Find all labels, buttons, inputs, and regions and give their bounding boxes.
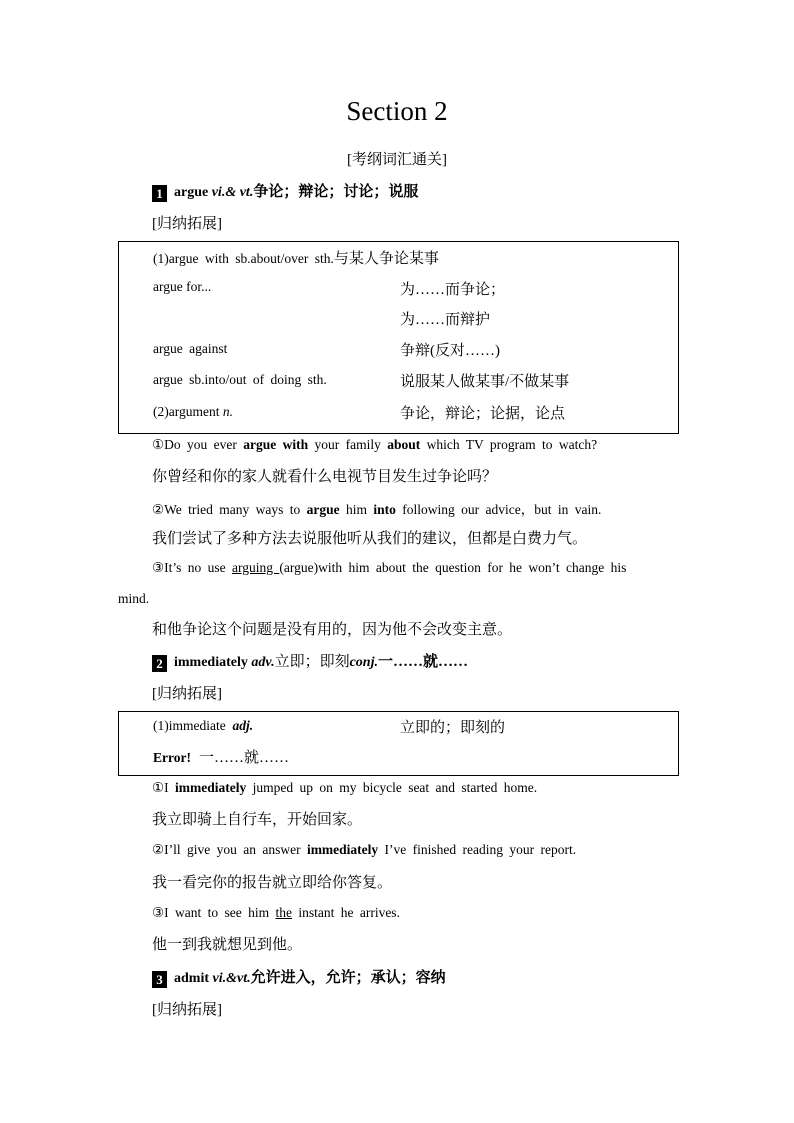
phrase: (1)immediate adj. (153, 718, 254, 733)
entry-word: argue (174, 185, 209, 200)
entry-pos: adv. (251, 655, 275, 670)
page-title: Section 2 (346, 96, 448, 126)
entry-admit-heading (152, 966, 446, 988)
example-sentence-wrap: mind. (118, 591, 150, 606)
entry-meaning: 允许进入，允许；承认；容纳 (250, 970, 446, 986)
example-sentence: ①I immediately jumped up on my bicycle seat and started home. (152, 780, 538, 795)
example-translation: 我们尝试了多种方法去说服他听从我们的建议，但都是白费力气。 (152, 531, 588, 547)
example-sentence: ①Do you ever argue with your family about which TV program to watch? (152, 437, 598, 452)
phrase-row: (1)argue with sb.about/over sth.与某人争论某事 (153, 251, 439, 267)
phrase-meaning: 争论，辩论；论据，论点 (400, 406, 566, 422)
phrase-meaning: 说服某人做某事/不做某事 (400, 374, 570, 390)
example-translation: 我一看完你的报告就立即给你答复。 (152, 875, 393, 891)
entry-pos: vi.& vt. (211, 185, 254, 200)
phrase-meaning: 为……而辩护 (400, 312, 491, 328)
example-sentence: ③I want to see him the instant he arrives. (152, 905, 400, 920)
phrase: argue against (153, 341, 228, 356)
entry-meaning: 立即；即刻 (274, 654, 350, 670)
phrase-meaning: 争辩(反对……) (400, 343, 500, 359)
example-translation: 你曾经和你的家人就看什么电视节目发生过争论吗？ (152, 469, 498, 485)
example-sentence: ③It’s no use arguing (argue)with him about the question for he won’t change his (152, 560, 627, 575)
entry-pos: conj. (349, 655, 378, 670)
entry-pos: vi.&vt. (212, 971, 251, 986)
entry-word: admit (174, 971, 209, 986)
entry-argue-heading (152, 180, 418, 202)
phrase: argue for... (153, 279, 212, 294)
example-sentence: ②We tried many ways to argue him into following our advice，but in vain. (152, 502, 602, 517)
example-translation: 和他争论这个问题是没有用的，因为他不会改变主意。 (152, 622, 513, 638)
entry-immediately-heading (152, 650, 468, 672)
phrase-row: Error! 一……就…… (153, 750, 289, 766)
example-translation: 我立即骑上自行车，开始回家。 (152, 812, 363, 828)
section-subtitle: [考纲词汇通关] (347, 152, 447, 168)
expand-label: [归纳拓展] (152, 686, 222, 702)
entry-number-badge: 3 (152, 971, 167, 988)
phrase: argue sb.into/out of doing sth. (153, 372, 327, 387)
expansion-box-immediately (118, 711, 679, 776)
entry-word: immediately (174, 655, 248, 670)
example-translation: 他一到我就想见到他。 (152, 937, 303, 953)
entry-meaning: 一……就…… (377, 654, 468, 670)
phrase-meaning: 为……而争论； (400, 282, 506, 298)
example-sentence: ②I’ll give you an answer immediately I’ve finished reading your report. (152, 842, 577, 857)
fill-in-answer: the (275, 905, 292, 920)
expand-label: [归纳拓展] (152, 216, 222, 232)
expansion-box-argue (118, 241, 679, 434)
fill-in-answer: arguing (231, 560, 280, 575)
expand-label: [归纳拓展] (152, 1002, 222, 1018)
entry-number-badge: 2 (152, 655, 167, 672)
entry-meaning: 争论；辩论；讨论；说服 (253, 184, 419, 200)
phrase-meaning: 立即的；即刻的 (400, 720, 506, 736)
entry-number-badge: 1 (152, 185, 167, 202)
phrase: (2)argument n. (153, 404, 233, 419)
